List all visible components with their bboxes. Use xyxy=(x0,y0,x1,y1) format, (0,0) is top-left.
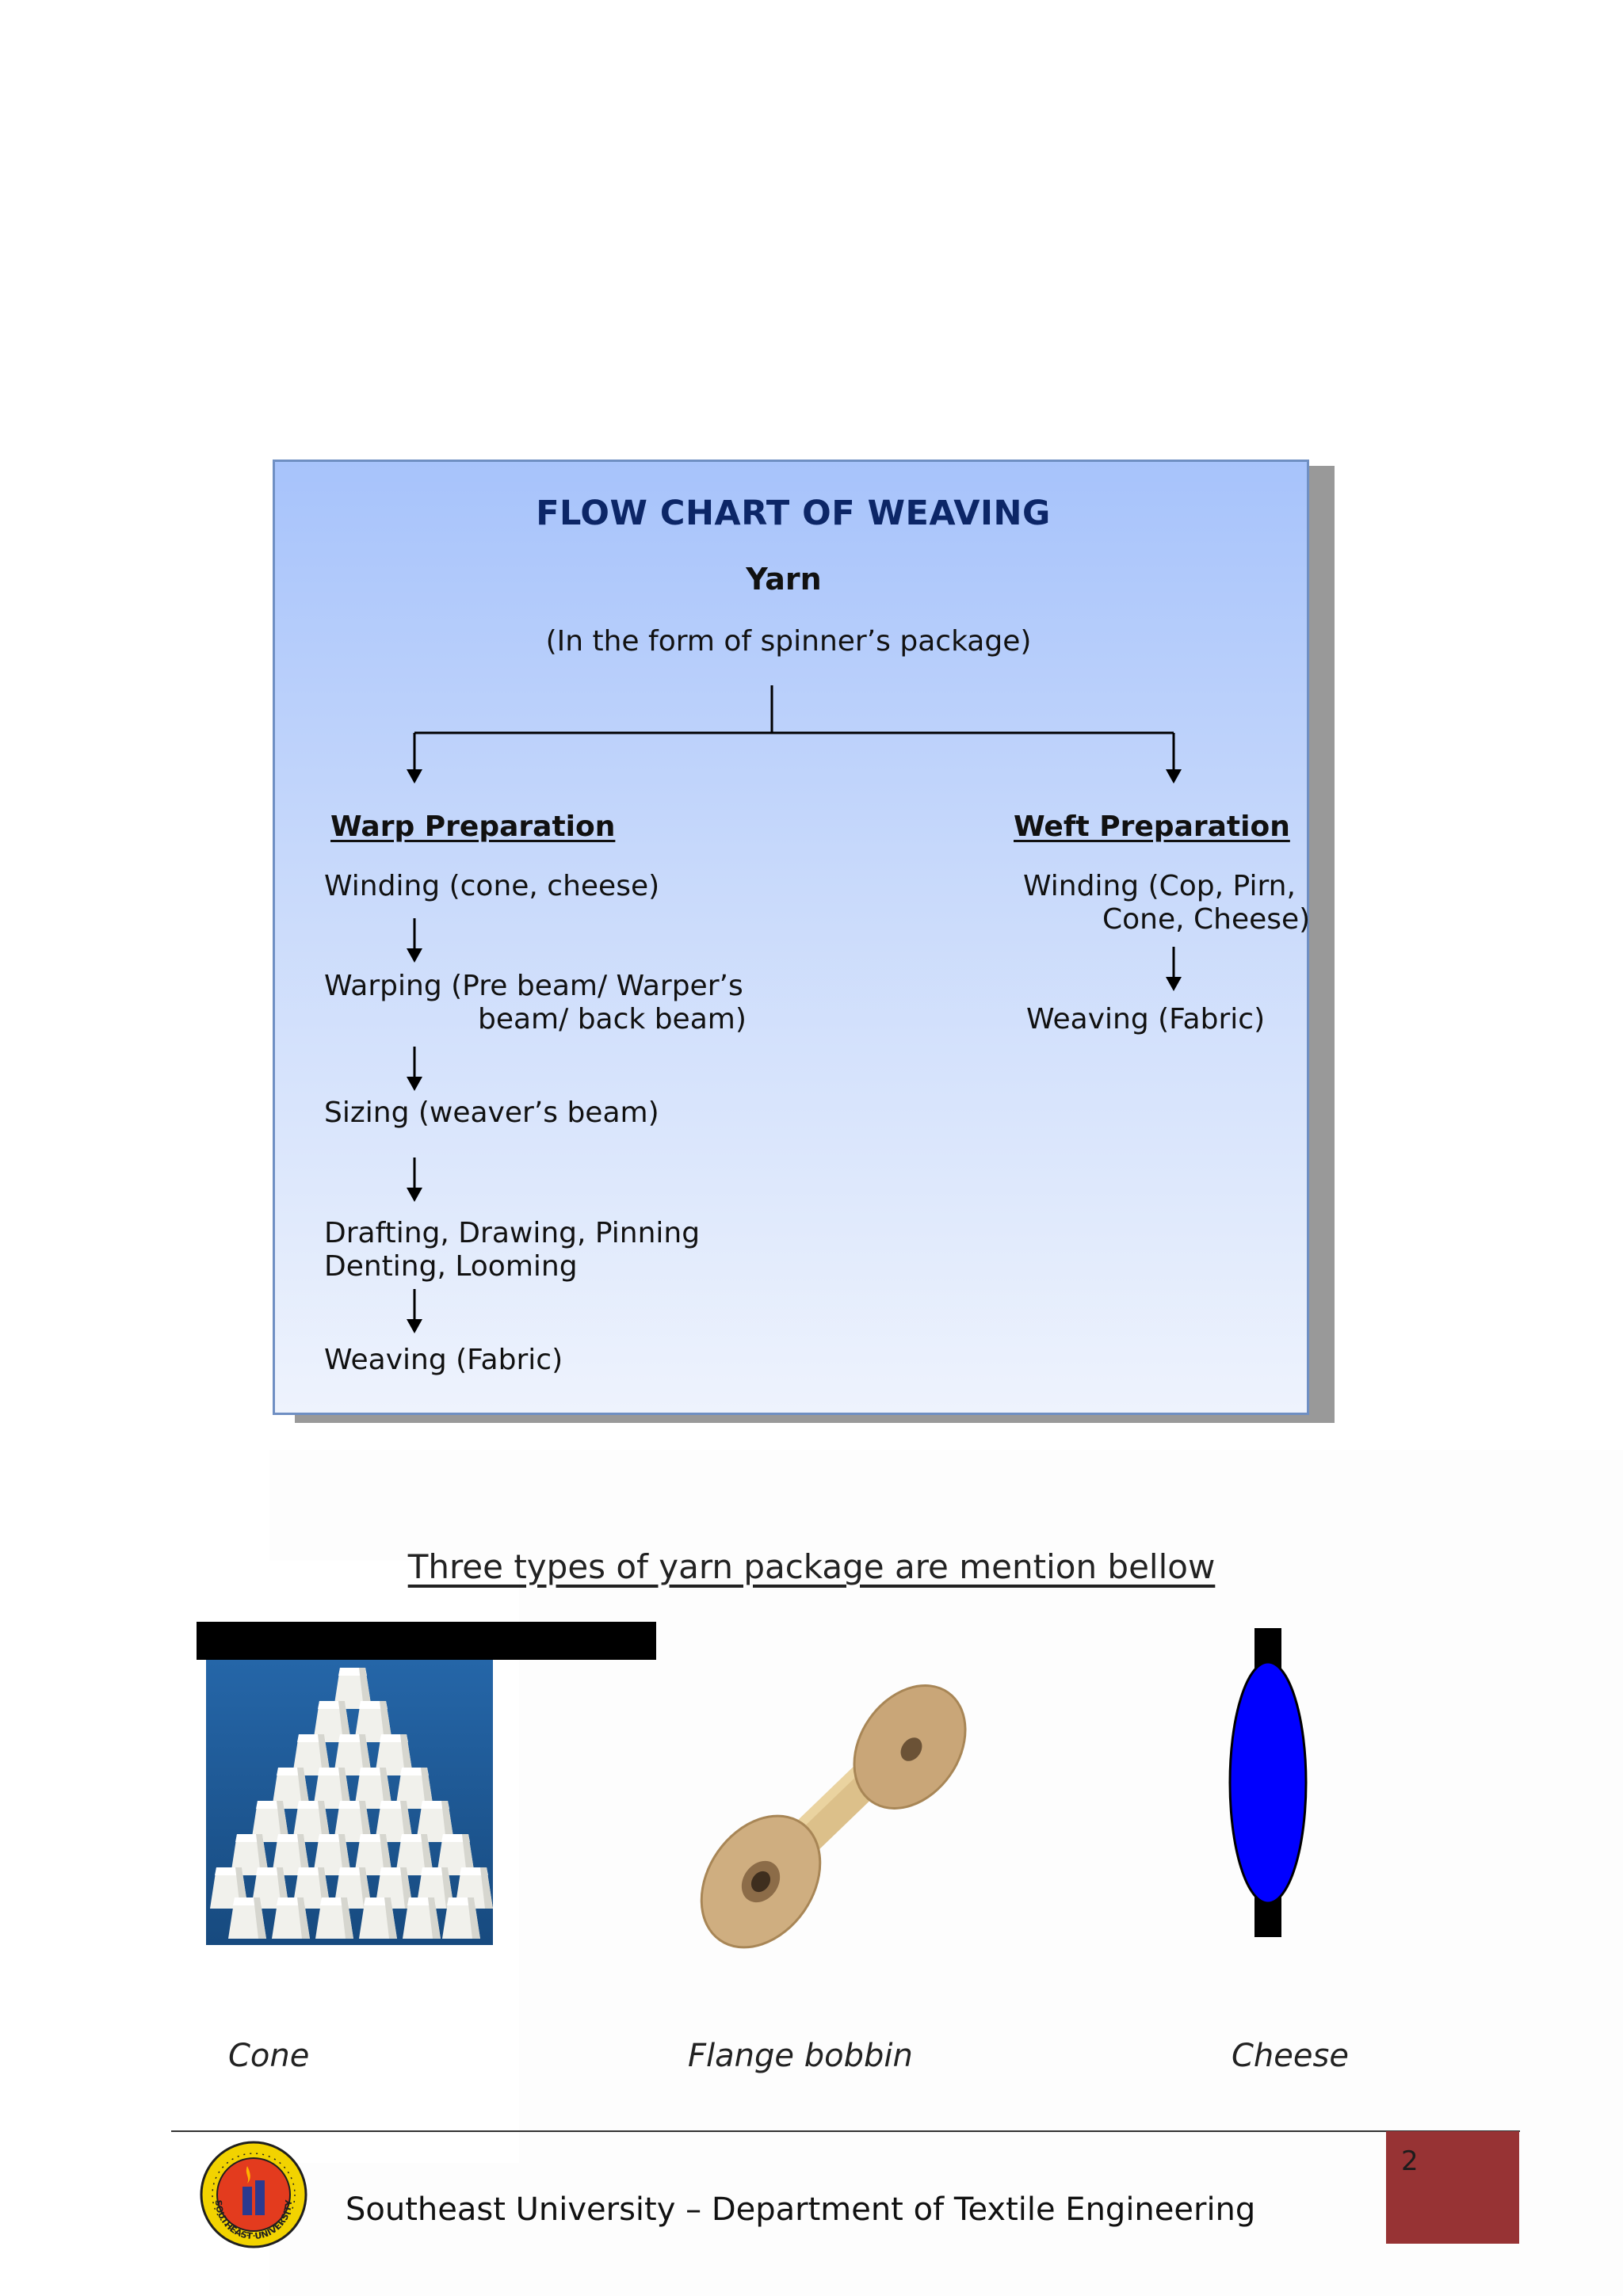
warp-step-warping-cont: beam/ back beam) xyxy=(478,1003,747,1035)
caption-cone: Cone xyxy=(228,2038,310,2074)
warp-step-winding: Winding (cone, cheese) xyxy=(324,870,660,902)
packages-heading: Three types of yarn package are mention bellow xyxy=(407,1547,1216,1586)
warp-step-denting: Denting, Looming xyxy=(324,1250,578,1283)
cone-redaction-bar xyxy=(197,1622,656,1660)
flowchart-title: FLOW CHART OF WEAVING xyxy=(536,494,1051,533)
warp-step-warping: Warping (Pre beam/ Warper’s xyxy=(324,970,743,1002)
footer-text: Southeast University – Department of Textile Engineering xyxy=(346,2191,1256,2228)
page-number: 2 xyxy=(1401,2145,1419,2177)
flowchart-root-yarn: Yarn xyxy=(746,562,822,597)
svg-text:SOUTHEAST UNIVERSITY: SOUTHEAST UNIVERSITY xyxy=(212,2199,295,2242)
caption-cheese: Cheese xyxy=(1232,2038,1349,2074)
caption-flange-bobbin: Flange bobbin xyxy=(688,2038,913,2074)
warp-step-weaving: Weaving (Fabric) xyxy=(324,1344,563,1376)
footer-divider xyxy=(171,2130,1520,2132)
warp-step-sizing: Sizing (weaver’s beam) xyxy=(324,1097,659,1129)
cheese-package-diagram xyxy=(1220,1628,1316,1937)
cone-stack-photo xyxy=(206,1660,493,1945)
warp-branch-arrowhead xyxy=(407,769,422,784)
weft-arrows xyxy=(1166,947,1182,991)
university-logo xyxy=(198,2139,309,2250)
flowchart-root-note: (In the form of spinner’s package) xyxy=(545,625,1032,658)
weft-step-winding: Winding (Cop, Pirn, xyxy=(1023,870,1296,902)
warp-preparation-heading: Warp Preparation xyxy=(330,810,616,843)
weft-preparation-heading: Weft Preparation xyxy=(1014,810,1290,843)
flange-bobbin-image xyxy=(682,1672,983,1957)
weft-step-weaving: Weaving (Fabric) xyxy=(1026,1003,1266,1035)
weft-branch-arrowhead xyxy=(1166,769,1182,784)
flowchart-box xyxy=(273,460,1309,1415)
warp-step-drafting: Drafting, Drawing, Pinning xyxy=(324,1217,701,1249)
weft-step-winding-cont: Cone, Cheese) xyxy=(1102,903,1311,936)
